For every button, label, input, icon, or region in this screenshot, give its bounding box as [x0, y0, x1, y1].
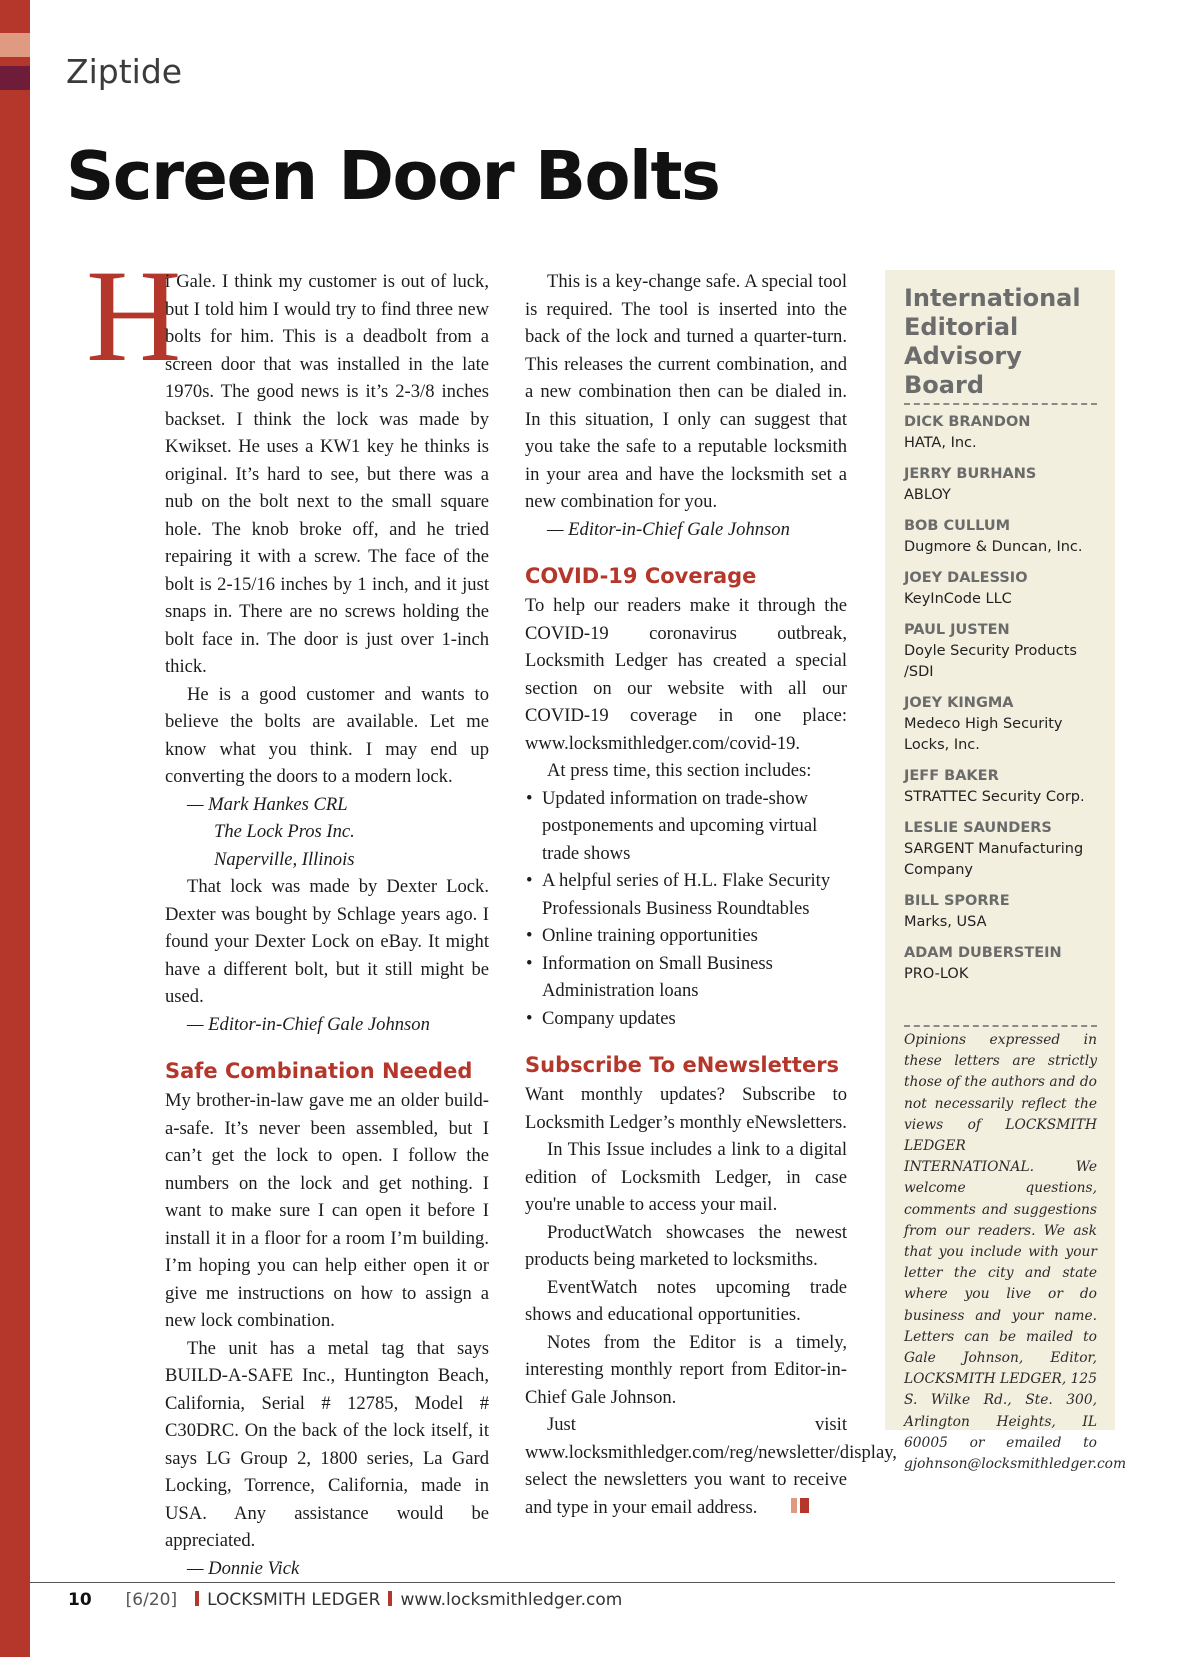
footer-rule — [30, 1582, 1115, 1583]
member-organization: Medeco High Security Locks, Inc. — [904, 716, 1063, 753]
drop-cap: H — [86, 242, 182, 389]
list-item: • Information on Small Business Administration loans — [525, 950, 847, 1005]
list-item: • Company updates — [525, 1005, 847, 1033]
article-column-2 — [525, 268, 897, 1522]
list-item — [904, 568, 1097, 610]
dashed-divider — [904, 403, 1097, 405]
member-name: LESLIE SAUNDERS — [904, 820, 1052, 836]
newsletters-paragraph-1: Want monthly updates? Subscribe to Locksmith Ledger’s monthly eNewsletters. — [525, 1084, 847, 1133]
covid-paragraph-2: At press time, this section includes: — [547, 760, 812, 781]
member-organization: Marks, USA — [904, 914, 987, 930]
member-name: JOEY DALESSIO — [904, 570, 1028, 586]
letter-1-reply-signature: — Editor-in-Chief Gale Johnson — [187, 1013, 430, 1035]
newsletters-paragraph-3: ProductWatch showcases the newest products being marketed to locksmiths. — [525, 1221, 847, 1270]
letter-1-paragraph-1: i Gale. I think my customer is out of luck, but I told him I would try to find three new bolts for him. This is a deadbolt from a screen door that was installed in the late 1970s. The good news is it’s 2-3/8 inches backset. I think the lock was made by Kwikset. He uses a KW1 key he thinks is original. It’s hard to see, but there was a nub on the bolt next to the small square hole. The knob broke off, and he tried repairing it with a screw. The face of the bolt is 2-15/16 inches by 1 inch, and it just snaps in. There are no screws holding the bolt face in. The door is just over 1-inch thick. — [165, 271, 489, 677]
member-name: BILL SPORRE — [904, 893, 1010, 909]
list-item — [904, 891, 1097, 933]
letter-2-paragraph-2: The unit has a metal tag that says BUILD-A-SAFE Inc., Huntington Beach, California, Serial # 12785, Model # C30DRC. On the back of the lock itself, it says LG Group 2, 1800 series, La Gard Locking, Torrence, California, made in USA. Any assistance would be appreciated. — [165, 1337, 489, 1551]
issue-date: [6/20] — [125, 1590, 178, 1610]
board-member-list — [904, 412, 1097, 985]
covid-bullet-list — [525, 785, 847, 1033]
letter-2-signature: — Donnie Vick — [187, 1557, 300, 1579]
member-name: JEFF BAKER — [904, 768, 999, 784]
member-organization: Doyle Security Products /SDI — [904, 643, 1077, 680]
member-name: DICK BRANDON — [904, 414, 1031, 430]
letter-2-reply: This is a key-change safe. A special tool is required. The tool is inserted into the back of the lock and turned a quarter-turn. This releases the current combination, and a new combination then can be dialed in. In this situation, I only can suggest that you take the safe to a reputable locksmith in your area and have the locksmith set a new combination for you. — [525, 271, 847, 512]
letter-1-signature-location: Naperville, Illinois — [214, 848, 355, 870]
letter-1-paragraph-2: He is a good customer and wants to believe the bolts are available. Let me know what you think. I may end up converting the doors to a modern lock. — [165, 683, 489, 787]
letter-2-reply-signature: — Editor-in-Chief Gale Johnson — [547, 518, 790, 540]
member-organization: HATA, Inc. — [904, 435, 977, 451]
covid-paragraph-1: To help our readers make it through the COVID-19 coronavirus outbreak, Locksmith Ledger has created a special section on our website with all our COVID-19 coverage in one place: www.locksmithledger.com/covid-19. — [525, 595, 847, 754]
section-label: Ziptide — [66, 52, 183, 91]
list-item: • Updated information on trade-show postponements and upcoming virtual trade shows — [525, 785, 847, 868]
advisory-board-sidebar — [885, 270, 1127, 1473]
page-number: 10 — [68, 1590, 92, 1610]
letters-disclaimer: Opinions expressed in these letters are strictly those of the authors and do not necessarily reflect the views of LOCKSMITH LEDGER INTERNATIONAL. We welcome questions, comments and suggestions from our readers. We ask that you include with your letter the city and state where you live or do business and your name. Letters can be mailed to Gale Johnson, Editor, LOCKSMITH LEDGER, 125 S. Wilke Rd., Ste. 300, Arlington Heights, IL 60005 or emailed to gjohnson@locksmithledger.com — [904, 1032, 1127, 1473]
left-accent-bar — [0, 0, 30, 1657]
page-title: Screen Door Bolts — [66, 137, 720, 215]
member-organization: SARGENT Manufacturing Company — [904, 841, 1084, 878]
enewsletters-heading: Subscribe To eNewsletters — [525, 1053, 840, 1077]
member-organization: ABLOY — [904, 487, 951, 503]
list-item: • A helpful series of H.L. Flake Security Professionals Business Roundtables — [525, 867, 847, 922]
newsletters-paragraph-6 — [525, 1411, 897, 1522]
list-item — [904, 943, 1097, 985]
list-item — [904, 516, 1097, 558]
member-organization: KeyInCode LLC — [904, 591, 1012, 607]
letter-2-paragraph-1: My brother-in-law gave me an older build-a-safe. It’s never been assembled, but I can’t get the lock to open. I follow the numbers on the lock and get nothing. I want to make sure I can open it before I install it in a floor for a room I’m building. I’m hoping you can help either open it or give me instructions on how to assign a new lock combination. — [165, 1090, 489, 1331]
list-item — [904, 620, 1097, 683]
member-name: PAUL JUSTEN — [904, 622, 1010, 638]
member-organization: Dugmore & Duncan, Inc. — [904, 539, 1083, 555]
footer-separator — [195, 1591, 199, 1606]
article-column-1 — [165, 268, 489, 1582]
member-name: BOB CULLUM — [904, 518, 1011, 534]
page-footer — [68, 1588, 622, 1612]
newsletters-paragraph-2: In This Issue includes a link to a digital edition of Locksmith Ledger, in case you're unable to access your mail. — [525, 1139, 847, 1215]
plum-swatch — [0, 66, 30, 90]
list-item: • Online training opportunities — [525, 922, 847, 950]
list-item — [904, 766, 1097, 808]
peach-swatch — [0, 33, 30, 57]
end-of-article-mark — [769, 1494, 809, 1522]
list-item — [904, 412, 1097, 454]
member-organization: STRATTEC Security Corp. — [904, 789, 1085, 805]
newsletters-paragraph-6-text: Just visit www.locksmithledger.com/reg/newsletter/display, select the newsletters you want to receive and type in your email address. — [525, 1414, 897, 1518]
safe-combination-heading: Safe Combination Needed — [165, 1059, 473, 1083]
dashed-divider — [904, 1025, 1097, 1027]
list-item — [904, 818, 1097, 881]
footer-separator — [388, 1591, 392, 1606]
covid-heading: COVID-19 Coverage — [525, 564, 757, 588]
letter-1-reply: That lock was made by Dexter Lock. Dexter was bought by Schlage years ago. I found your Dexter Lock on eBay. It might have a different bolt, but it still might be used. — [165, 876, 489, 1007]
member-name: JOEY KINGMA — [904, 695, 1014, 711]
list-item — [904, 464, 1097, 506]
member-organization: PRO-LOK — [904, 966, 969, 982]
advisory-board-title: International Editorial Advisory Board — [904, 284, 1081, 399]
letter-1-signature-name: — Mark Hankes CRL — [187, 793, 348, 815]
publication-name: LOCKSMITH LEDGER — [207, 1590, 381, 1610]
member-name: JERRY BURHANS — [904, 466, 1037, 482]
letter-1-signature-company: The Lock Pros Inc. — [214, 821, 355, 842]
newsletters-paragraph-4: EventWatch notes upcoming trade shows and educational opportunities. — [525, 1276, 847, 1325]
list-item — [904, 693, 1097, 756]
member-name: ADAM DUBERSTEIN — [904, 945, 1062, 961]
newsletters-paragraph-5: Notes from the Editor is a timely, interesting monthly report from Editor-in-Chief Gale Johnson. — [525, 1331, 847, 1408]
footer-website: www.locksmithledger.com — [400, 1590, 623, 1610]
